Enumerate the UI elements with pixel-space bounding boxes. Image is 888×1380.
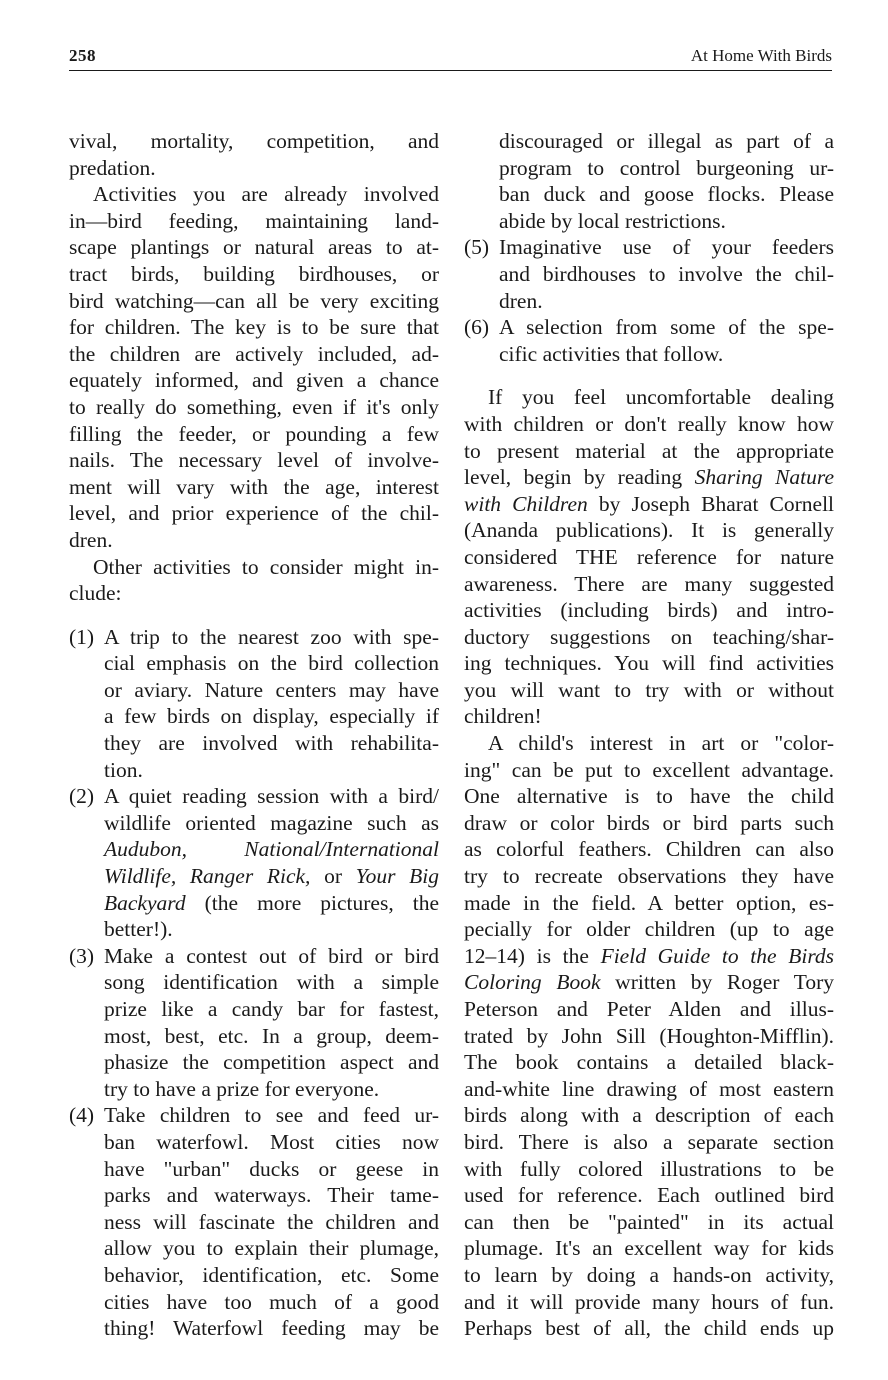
list-item-number: (3) <box>69 943 95 968</box>
text-line: try to recreate observations they have <box>464 864 834 889</box>
text-line: trated by John Sill (Houghton-Mifflin). <box>464 1023 834 1048</box>
text-line: tract birds, building birdhouses, or <box>69 261 439 286</box>
running-head: At Home With Birds <box>690 46 832 65</box>
text-line: bird. There is also a separate section <box>464 1129 834 1154</box>
list-item-line: (2) A quiet reading session with a bird/ <box>69 784 439 809</box>
list-item-line: tion. <box>104 757 143 782</box>
text-line: ing" can be put to excellent advantage. <box>464 757 834 782</box>
text-line: Peterson and Peter Alden and illus- <box>464 997 834 1021</box>
text-line: as colorful feathers. Children can also <box>464 837 834 862</box>
list-item-number: (2) <box>69 784 95 809</box>
book-title: with Children <box>464 491 588 516</box>
list-item-line: or aviary. Nature centers may have <box>104 677 439 702</box>
text-line: and-white line drawing of most eastern <box>464 1076 834 1101</box>
list-item-line: song identification with a simple <box>104 970 439 995</box>
list-item-line: ness will fascinate the children and <box>104 1209 439 1234</box>
text-line: with fully colored illustrations to be <box>464 1156 834 1181</box>
book-title: Sharing Nature <box>694 465 834 490</box>
text-line: Activities you are already involved <box>93 182 439 207</box>
list-item-line: program to control burgeoning ur- <box>499 155 834 180</box>
text-line: can then be "painted" in its actual <box>464 1209 834 1234</box>
text-line: 12–14) is the Field Guide to the Birds <box>464 943 834 968</box>
text-line: equately informed, and given a chance <box>69 368 439 393</box>
list-item-line: allow you to explain their plumage, <box>104 1236 439 1261</box>
text-line: Other activities to consider might in- <box>93 554 439 579</box>
text-line: plumage. It's an excellent way for kids <box>464 1236 834 1261</box>
list-item-line: (6) A selection from some of the spe- <box>464 315 834 340</box>
book-title: Field Guide to the Birds <box>600 943 834 968</box>
text-line: used for reference. Each outlined bird <box>464 1183 834 1208</box>
text-line: to learn by doing a hands-on activity, <box>464 1262 834 1287</box>
text-line: Perhaps best of all, the child ends up <box>464 1316 834 1341</box>
page-number: 258 <box>69 46 96 65</box>
list-item-line: ban waterfowl. Most cities now <box>104 1129 439 1154</box>
text-line: The book contains a detailed black- <box>464 1050 834 1075</box>
list-item-line: (4) Take children to see and feed ur- <box>69 1103 439 1128</box>
magazine-title: Audubon, National/International <box>104 837 439 862</box>
text-line: One alternative is to have the child <box>464 784 834 809</box>
list-item-line: parks and waterways. Their tame- <box>104 1183 439 1208</box>
text-line: considered THE reference for nature <box>464 544 834 569</box>
list-item-line: they are involved with rehabilita- <box>104 731 439 756</box>
text-line: ment will vary with the age, interest <box>69 474 439 499</box>
left-column <box>69 128 439 1342</box>
right-column <box>464 128 834 1342</box>
text-line: predation. <box>69 155 156 180</box>
text-line: to present material at the appropriate <box>464 438 834 463</box>
list-item-line: and birdhouses to involve the chil- <box>499 261 834 286</box>
text-line: and it will provide many hours of fun. <box>464 1289 834 1314</box>
text-line: vival, mortality, competition, and <box>69 129 439 153</box>
text-line: bird watching—can all be very exciting <box>69 288 439 313</box>
text-line: dren. <box>69 527 113 552</box>
list-item-line: cial emphasis on the bird collection <box>104 651 439 676</box>
text-line: made in the field. A better option, es- <box>464 890 834 915</box>
text-line: you will want to try with or without <box>464 677 834 702</box>
list-item-line: behavior, identification, etc. Some <box>104 1262 439 1287</box>
magazine-title: Your Big <box>355 864 440 889</box>
text-line: awareness. There are many suggested <box>464 571 834 596</box>
list-item-line: dren. <box>499 288 543 313</box>
list-item-line: wildlife oriented magazine such as <box>104 810 439 835</box>
list-item-number: (1) <box>69 624 95 649</box>
text-line: (Ananda publications). It is generally <box>464 518 834 543</box>
list-item-line: (3) Make a contest out of bird or bird <box>69 943 439 968</box>
text-line: children! <box>464 704 542 729</box>
list-item-line: Backyard (the more pictures, the <box>104 890 439 915</box>
text-line: draw or color birds or bird parts such <box>464 810 834 835</box>
list-item-line: Wildlife, Ranger Rick, or Your Big <box>104 864 440 889</box>
list-item-line: abide by local restrictions. <box>499 208 726 233</box>
list-item-line: phasize the competition aspect and <box>104 1050 439 1075</box>
text-line: the children are actively included, ad- <box>69 341 439 366</box>
list-item-line: try to have a prize for everyone. <box>104 1076 380 1101</box>
page-header <box>69 44 832 71</box>
text-line: Coloring Book written by Roger Tory <box>464 970 834 995</box>
text-line: ductory suggestions on teaching/shar- <box>464 624 834 649</box>
text-line: level, begin by reading Sharing Nature <box>464 465 834 490</box>
list-item-line: ban duck and goose flocks. Please <box>499 182 834 207</box>
list-item-line: have "urban" ducks or geese in <box>104 1156 439 1181</box>
list-item-line: prize like a candy bar for fastest, <box>104 997 439 1021</box>
list-item-line: cities have too much of a good <box>104 1289 439 1314</box>
magazine-title: Wildlife, Ranger Rick, <box>104 864 311 889</box>
list-item-line <box>69 836 439 863</box>
text-line: pecially for older children (up to age <box>464 917 834 942</box>
text-line: nails. The necessary level of involve- <box>69 448 439 473</box>
list-item-line: most, best, etc. In a group, deem- <box>104 1023 439 1048</box>
text-line: clude: <box>69 581 122 606</box>
magazine-title: Backyard <box>104 890 186 915</box>
text-line: level, and prior experience of the chil- <box>69 501 439 526</box>
text-line: If you feel uncomfortable dealing <box>488 385 834 410</box>
list-item-line: (1) A trip to the nearest zoo with spe- <box>69 624 439 649</box>
list-item-line: better!). <box>104 917 173 942</box>
text-line: to really do something, even if it's only <box>69 394 439 419</box>
book-title: Coloring Book <box>464 970 601 995</box>
text-line: in—bird feeding, maintaining land- <box>69 208 439 233</box>
text-line: A child's interest in art or "color- <box>488 731 834 756</box>
list-item-number: (4) <box>69 1103 95 1128</box>
text-line: birds along with a description of each <box>464 1103 834 1128</box>
list-item-line: (5) Imaginative use of your feeders <box>464 235 834 260</box>
text-line: for children. The key is to be sure that <box>69 315 439 340</box>
text-line: with children or don't really know how <box>464 411 834 436</box>
list-item-line: cific activities that follow. <box>499 341 724 366</box>
text-line: activities (including birds) and intro- <box>464 598 834 623</box>
text-line: filling the feeder, or pounding a few <box>69 421 439 446</box>
text-line: scape plantings or natural areas to at- <box>69 235 439 260</box>
list-item-line: a few birds on display, especially if <box>104 704 439 729</box>
list-item-line: thing! Waterfowl feeding may be <box>104 1316 439 1341</box>
list-item-number: (5) <box>464 235 490 260</box>
text-line: ing techniques. You will find activities <box>464 651 834 676</box>
list-item-line: discouraged or illegal as part of a <box>499 129 834 153</box>
list-item-number: (6) <box>464 315 490 340</box>
text-line: with Children by Joseph Bharat Cornell <box>464 491 835 516</box>
